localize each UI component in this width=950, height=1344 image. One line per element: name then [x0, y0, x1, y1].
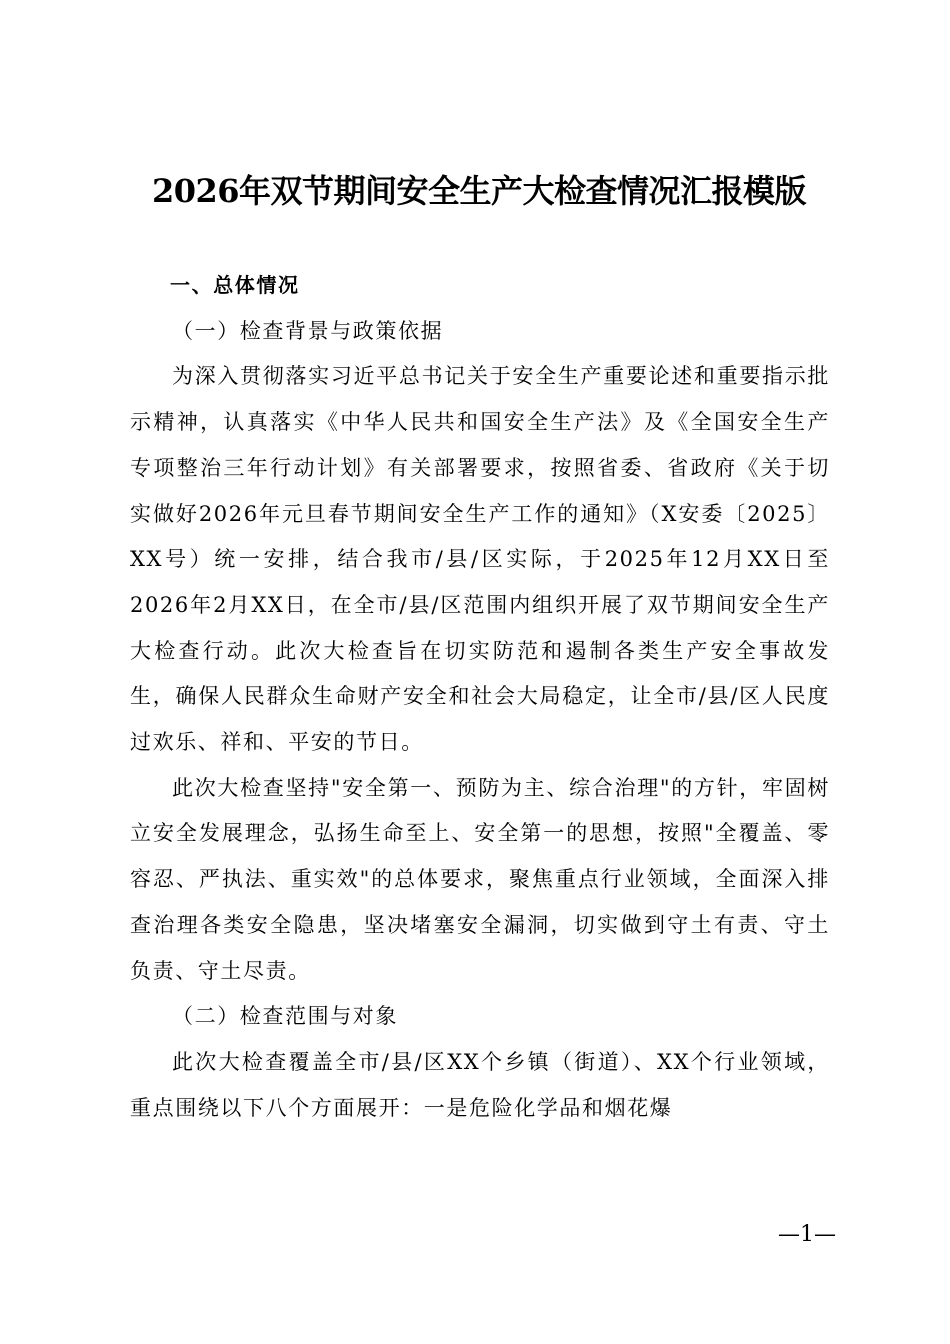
paragraph-background: 为深入贯彻落实习近平总书记关于安全生产重要论述和重要指示批示精神，认真落实《中华人民共和国安全生产法》及《全国安全生产专项整治三年行动计划》有关部署要求，按照省委、省政府《关于切实做好2026年元旦春节期间安全生产工作的通知》（X安委〔2025〕XX号）统一安排，结合我市/县/区实际，于2025年12月XX日至2026年2月XX日，在全市/县/区范围内组织开展了双节期间安全生产大检查行动。此次大检查旨在切实防范和遏制各类生产安全事故发生，确保人民群众生命财产安全和社会大局稳定，让全市/县/区人民度过欢乐、祥和、平安的节日。 [130, 364, 830, 755]
subsection-heading-scope: （二）检查范围与对象 [172, 1004, 398, 1029]
subsection-heading-background: （一）检查背景与政策依据 [172, 318, 444, 343]
page-number: —1— [778, 1222, 836, 1247]
paragraph-scope: 此次大检查覆盖全市/县/区XX个乡镇（街道）、XX个行业领域，重点围绕以下八个方面展开：一是危险化学品和烟花爆 [130, 1049, 830, 1120]
paragraph-principles: 此次大检查坚持"安全第一、预防为主、综合治理"的方针，牢固树立安全发展理念，弘扬生命至上、安全第一的思想，按照"全覆盖、零容忍、严执法、重实效"的总体要求，聚焦重点行业领域，全面深入排查治理各类安全隐患，坚决堵塞安全漏洞，切实做到守土有责、守土负责、守土尽责。 [130, 775, 830, 983]
document-title: 2026年双节期间安全生产大检查情况汇报模版 [151, 172, 807, 210]
section-heading-overview: 一、总体情况 [170, 273, 300, 297]
document-body [130, 263, 830, 1131]
